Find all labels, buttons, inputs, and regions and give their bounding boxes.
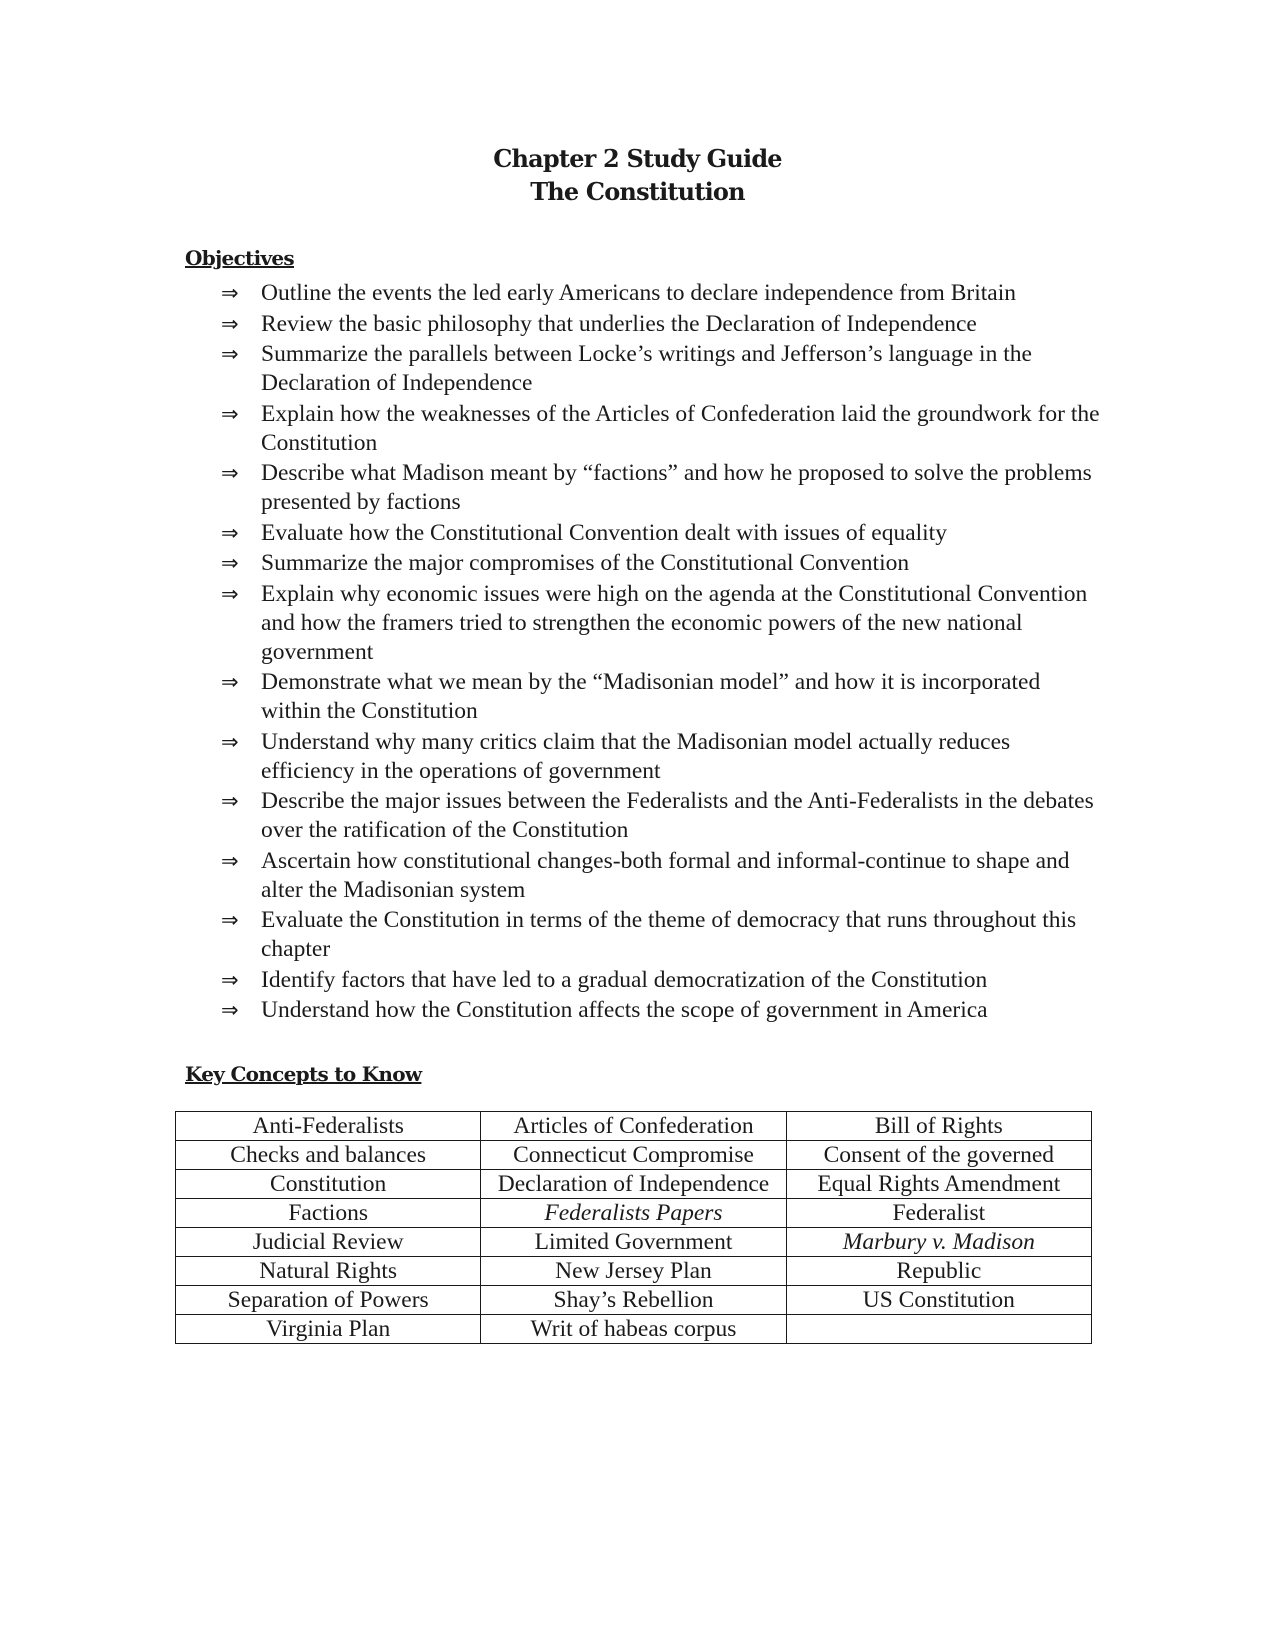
table-row bbox=[176, 1286, 1092, 1315]
objective-text: Understand how the Constitution affects the scope of government in America bbox=[261, 997, 988, 1023]
objective-item bbox=[220, 340, 1100, 398]
objective-item bbox=[220, 549, 1100, 578]
table-cell: Virginia Plan bbox=[176, 1315, 481, 1344]
table-cell: Federalist bbox=[786, 1199, 1091, 1228]
objective-item bbox=[220, 728, 1100, 786]
table-cell: Natural Rights bbox=[176, 1257, 481, 1286]
objective-item bbox=[220, 966, 1100, 995]
objective-item bbox=[220, 400, 1100, 458]
key-concepts-heading: Key Concepts to Know bbox=[185, 1062, 422, 1086]
key-concepts-table-body bbox=[176, 1112, 1092, 1344]
objective-item bbox=[220, 906, 1100, 964]
objective-text: Summarize the parallels between Locke’s writings and Jefferson’s language in the Declaration of Independence bbox=[261, 341, 1032, 396]
table-cell: Constitution bbox=[176, 1170, 481, 1199]
table-row bbox=[176, 1170, 1092, 1199]
right-double-arrow-icon: ⇒ bbox=[221, 461, 239, 485]
objective-item bbox=[220, 847, 1100, 905]
table-cell: Declaration of Independence bbox=[481, 1170, 786, 1199]
objective-item bbox=[220, 668, 1100, 726]
title-line-chapter: Chapter 2 Study Guide bbox=[493, 144, 782, 173]
objective-item bbox=[220, 787, 1100, 845]
objective-text: Summarize the major compromises of the Constitutional Convention bbox=[261, 550, 910, 576]
table-row bbox=[176, 1199, 1092, 1228]
right-double-arrow-icon: ⇒ bbox=[221, 967, 239, 992]
key-concepts-table bbox=[175, 1111, 1092, 1344]
objective-text: Outline the events the led early Americans to declare independence from Britain bbox=[261, 280, 1016, 306]
table-row bbox=[176, 1141, 1092, 1170]
objectives-list bbox=[220, 279, 1100, 1027]
objective-item bbox=[220, 996, 1100, 1025]
objective-item bbox=[220, 519, 1100, 548]
objective-text: Evaluate how the Constitutional Convention dealt with issues of equality bbox=[261, 519, 947, 546]
table-cell: Shay’s Rebellion bbox=[481, 1286, 786, 1315]
objective-text: Evaluate the Constitution in terms of the theme of democracy that runs throughout this chapter bbox=[261, 907, 1077, 962]
table-cell: Equal Rights Amendment bbox=[786, 1170, 1091, 1199]
table-cell: Connecticut Compromise bbox=[481, 1141, 786, 1170]
table-cell: Checks and balances bbox=[176, 1141, 481, 1170]
right-double-arrow-icon: ⇒ bbox=[221, 311, 239, 336]
objective-text: Understand why many critics claim that the Madisonian model actually reduces efficiency in the operations of government bbox=[261, 728, 1011, 784]
table-cell: Limited Government bbox=[481, 1228, 786, 1257]
objective-text: Explain how the weaknesses of the Articles of Confederation laid the groundwork for the Constitution bbox=[261, 400, 1100, 456]
table-cell: Separation of Powers bbox=[176, 1286, 481, 1315]
right-double-arrow-icon: ⇒ bbox=[221, 281, 239, 305]
table-cell: Federalists Papers bbox=[481, 1199, 786, 1228]
right-double-arrow-icon: ⇒ bbox=[221, 581, 239, 606]
table-row bbox=[176, 1228, 1092, 1257]
table-cell: Anti-Federalists bbox=[176, 1112, 481, 1141]
table-cell: Judicial Review bbox=[176, 1228, 481, 1257]
objective-text: Describe what Madison meant by “factions” and how he proposed to solve the problems presented by factions bbox=[261, 460, 1092, 515]
objectives-heading: Objectives bbox=[185, 246, 294, 270]
title-line-subject: The Constitution bbox=[530, 177, 745, 206]
table-cell bbox=[786, 1315, 1091, 1344]
right-double-arrow-icon: ⇒ bbox=[221, 908, 239, 932]
table-cell: Consent of the governed bbox=[786, 1141, 1091, 1170]
right-double-arrow-icon: ⇒ bbox=[221, 998, 239, 1022]
table-cell: Republic bbox=[786, 1257, 1091, 1286]
table-cell: US Constitution bbox=[786, 1286, 1091, 1315]
right-double-arrow-icon: ⇒ bbox=[221, 789, 239, 813]
objective-item bbox=[220, 279, 1100, 308]
table-cell: Articles of Confederation bbox=[481, 1112, 786, 1141]
table-cell: Bill of Rights bbox=[786, 1112, 1091, 1141]
objective-item bbox=[220, 459, 1100, 517]
objective-text: Ascertain how constitutional changes-both formal and informal-continue to shape and alter the Madisonian system bbox=[261, 847, 1070, 903]
objective-text: Review the basic philosophy that underlies the Declaration of Independence bbox=[261, 310, 977, 337]
table-cell: Marbury v. Madison bbox=[786, 1228, 1091, 1257]
table-cell: New Jersey Plan bbox=[481, 1257, 786, 1286]
right-double-arrow-icon: ⇒ bbox=[221, 401, 239, 426]
right-double-arrow-icon: ⇒ bbox=[221, 848, 239, 873]
right-double-arrow-icon: ⇒ bbox=[221, 520, 239, 545]
right-double-arrow-icon: ⇒ bbox=[221, 670, 239, 694]
table-row bbox=[176, 1315, 1092, 1344]
table-row bbox=[176, 1257, 1092, 1286]
objective-text: Demonstrate what we mean by the “Madisonian model” and how it is incorporated within the Constitution bbox=[261, 669, 1041, 724]
objective-text: Identify factors that have led to a gradual democratization of the Constitution bbox=[261, 966, 988, 993]
right-double-arrow-icon: ⇒ bbox=[221, 342, 239, 366]
objective-item bbox=[220, 580, 1100, 667]
objective-text: Describe the major issues between the Federalists and the Anti-Federalists in the debates over the ratification of the Constitution bbox=[261, 788, 1094, 843]
table-cell: Factions bbox=[176, 1199, 481, 1228]
right-double-arrow-icon: ⇒ bbox=[221, 729, 239, 754]
objective-item bbox=[220, 310, 1100, 339]
page-title bbox=[0, 142, 1275, 208]
right-double-arrow-icon: ⇒ bbox=[221, 551, 239, 575]
table-cell: Writ of habeas corpus bbox=[481, 1315, 786, 1344]
objective-text: Explain why economic issues were high on the agenda at the Constitutional Convention and how the framers tried to strengthen the economic powers of the new national government bbox=[261, 580, 1088, 665]
table-row bbox=[176, 1112, 1092, 1141]
